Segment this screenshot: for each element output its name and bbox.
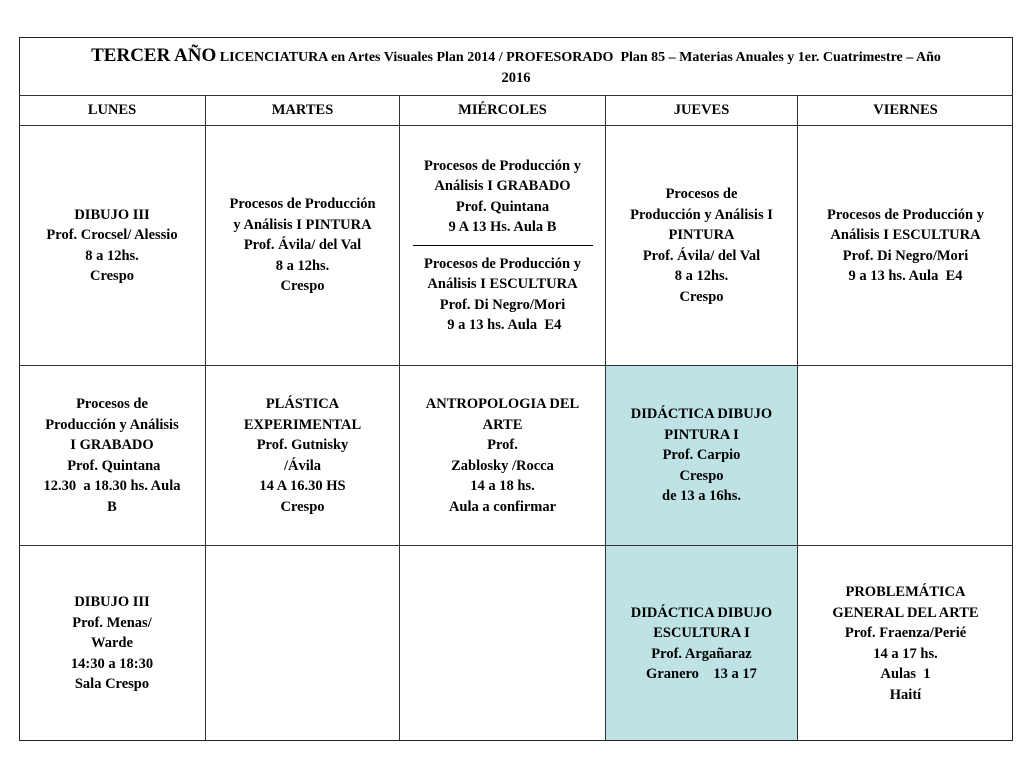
- course-text-line: 14:30 a 18:30: [70, 655, 154, 672]
- course-text-line: Prof. Di Negro/Mori: [439, 296, 566, 313]
- day-header-jueves: JUEVES: [673, 102, 730, 119]
- course-text-line: y Análisis I PINTURA: [233, 216, 372, 233]
- course-text-line: Prof. Quintana: [63, 457, 161, 474]
- course-text-line: 14 a 18 hs.: [470, 478, 535, 494]
- course-text-line: Crespo: [89, 268, 135, 284]
- course-text-line: Producción y Análisis I: [630, 206, 773, 223]
- schedule-cell-viernes-row3: [798, 546, 1013, 741]
- course-text-line: PLÁSTICA: [265, 396, 340, 412]
- course-text-line: GENERAL DEL ARTE: [832, 604, 979, 621]
- schedule-cell-lunes-row3: [19, 546, 205, 741]
- title-rest: LICENCIATURA en Artes Visuales Plan 2014 / PROFESORADO Plan 85 – Materias Anuales y 1er. Cuatrimestre – Año: [216, 49, 941, 65]
- table-title: [24, 40, 1008, 94]
- course-text-line: Zablosky /Rocca: [451, 457, 554, 474]
- course-text-line: Prof. Di Negro/Mori: [842, 247, 969, 264]
- schedule-cell-lunes-row2: [19, 366, 205, 545]
- schedule-cell-martes-row2: [206, 366, 399, 545]
- schedule-cell-martes-row3: [206, 546, 399, 741]
- course-text-line: 9 a 13 hs. Aula E4: [848, 268, 963, 284]
- course-text-line: Procesos de Producción y: [827, 206, 984, 223]
- course-text-line: PINTURA I: [664, 426, 739, 443]
- course-text-line: Prof. Quintana: [455, 198, 550, 215]
- course-text-line: 8 a 12hs.: [275, 257, 330, 274]
- schedule-cell-jueves-row2: [606, 366, 797, 545]
- schedule-cell-viernes-row1: [798, 126, 1013, 365]
- course-text-line: EXPERIMENTAL: [243, 416, 362, 433]
- course-text-line: Procesos de Producción: [229, 196, 376, 213]
- course-text-line: Prof. Menas/: [72, 614, 152, 631]
- course-text-line: Prof. Crocsel/ Alessio: [46, 227, 178, 243]
- course-text-line: de 13 a 16hs.: [662, 488, 741, 505]
- table-title-line-1: [91, 46, 941, 69]
- schedule-cell-lunes-row1: [19, 126, 205, 365]
- course-text-line: Prof. Argañaraz: [651, 645, 752, 662]
- course-text-line: Crespo: [280, 278, 325, 295]
- course-text-line: Prof. Carpio: [662, 447, 741, 464]
- course-text-line: Prof. Fraenza/Perié: [844, 625, 967, 641]
- course-text-line: Haití: [889, 686, 922, 703]
- schedule-cell-miercoles-row3: [400, 546, 605, 741]
- course-text-line: Warde: [91, 635, 133, 652]
- course-text-line: ANTROPOLOGIA DEL: [425, 396, 580, 412]
- course-text-line: Producción y Análisis: [45, 416, 179, 433]
- course-text-line: DIDÁCTICA DIBUJO: [630, 604, 773, 621]
- course-text-line: ESCULTURA I: [653, 625, 750, 641]
- course-text-line: 12.30 a 18.30 hs. Aula: [43, 478, 181, 494]
- day-header-viernes: VIERNES: [873, 102, 938, 119]
- course-text-line: Prof.: [487, 437, 518, 453]
- course-text-line: Aula a confirmar: [448, 498, 557, 515]
- course-text-line: Prof. Ávila/ del Val: [243, 237, 362, 254]
- course-text-line: I GRABADO: [70, 437, 154, 453]
- course-text-line: Sala Crespo: [74, 676, 150, 693]
- course-text-line: Análisis I ESCULTURA: [427, 276, 578, 292]
- course-text-line: 8 a 12hs.: [85, 247, 139, 264]
- course-text-line: Crespo: [679, 288, 724, 305]
- day-header-martes: MARTES: [271, 102, 334, 119]
- course-text-line: PROBLEMÁTICA: [845, 584, 966, 600]
- course-text-line: Análisis I GRABADO: [434, 178, 571, 194]
- schedule-cell-viernes-row2: [798, 366, 1013, 545]
- title-lead: TERCER AÑO: [91, 44, 217, 66]
- course-text-line: Procesos de: [76, 396, 148, 412]
- course-text-line: Crespo: [280, 498, 325, 515]
- course-text-line: 14 A 16.30 HS: [259, 478, 346, 494]
- course-text-line: Procesos de Producción y: [424, 255, 581, 272]
- course-text-line: Prof. Ávila/ del Val: [642, 247, 761, 264]
- table-title-line-2: 2016: [501, 70, 531, 86]
- course-text-line: Crespo: [679, 467, 724, 484]
- day-header-lunes: LUNES: [87, 102, 137, 119]
- course-text-line: 9 a 13 hs. Aula E4: [443, 317, 562, 333]
- course-text-line: 14 a 17 hs.: [873, 645, 938, 662]
- course-text-line: 9 A 13 Hs. Aula B: [448, 219, 557, 235]
- schedule-cell-miercoles-row1: [400, 126, 605, 365]
- course-text-line: ARTE: [482, 416, 523, 433]
- schedule-cell-jueves-row3: [606, 546, 797, 741]
- schedule-cell-miercoles-row2: [400, 366, 605, 545]
- course-text-line: Procesos de Producción y: [424, 157, 581, 174]
- schedule-cell-jueves-row1: [606, 126, 797, 365]
- course-text-line: Aulas 1: [880, 666, 931, 682]
- course-text-line: Procesos de: [665, 186, 738, 202]
- course-text-line: DIBUJO III: [74, 206, 150, 223]
- schedule-cell-martes-row1: [206, 126, 399, 365]
- course-text-line: Prof. Gutnisky: [256, 437, 349, 453]
- course-separator: [413, 245, 593, 246]
- day-header-miercoles: MIÉRCOLES: [458, 102, 547, 119]
- course-text-line: Análisis I ESCULTURA: [830, 227, 981, 243]
- course-text-line: DIDÁCTICA DIBUJO: [630, 406, 773, 423]
- course-text-line: PINTURA: [668, 227, 735, 243]
- course-text-line: DIBUJO III: [74, 594, 150, 611]
- course-text-line: Granero 13 a 17: [646, 666, 757, 682]
- course-text-line: /Ávila: [283, 457, 322, 474]
- course-text-line: B: [107, 498, 117, 515]
- course-text-line: 8 a 12hs.: [674, 268, 729, 284]
